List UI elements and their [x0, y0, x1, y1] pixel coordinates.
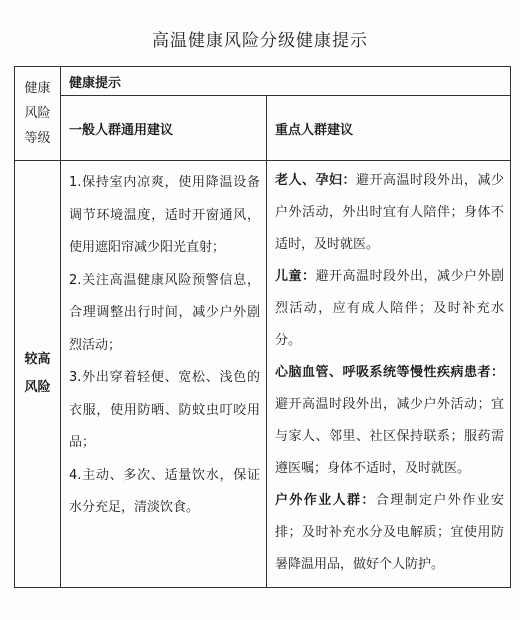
key-advice-text: 合理制定户外作业安排；及时补充水分及电解质；宜使用防暑降温用品，做好个人防护。 [275, 493, 505, 572]
key-advice-text: 避开高温时段外出，减少户外活动，外出时宜有人陪伴；身体不适时，及时就医。 [275, 173, 505, 252]
key-advice-group: 心脑血管、呼吸系统等慢性疾病患者： [275, 365, 505, 380]
header-risk-level [15, 67, 61, 161]
key-advice-group: 户外作业人群： [275, 493, 376, 508]
header-risk-level-line: 风险 [24, 106, 51, 121]
general-advice-item: 4.主动、多次、适量饮水，保证水分充足，清淡饮食。 [69, 467, 260, 515]
table-subheader-row [15, 96, 511, 161]
header-risk-level-line: 等级 [24, 131, 51, 146]
key-advice-item [275, 165, 504, 261]
general-advice-item: 2.关注高温健康风险预警信息，合理调整出行时间，减少户外剧烈活动； [69, 272, 260, 353]
general-advice-item: 1.保持室内凉爽，使用降温设备调节环境温度，适时开窗通风，使用遮阳帘减少阳光直射； [69, 175, 260, 255]
risk-table [14, 66, 511, 588]
key-advice-cell [267, 161, 511, 588]
header-general-advice: 一般人群通用建议 [61, 96, 267, 161]
key-advice-group: 老人、孕妇： [275, 173, 356, 188]
risk-level-line: 较高 [24, 352, 51, 367]
table-header-row [15, 67, 511, 96]
key-advice-text: 避开高温时段外出，减少户外活动；宜与家人、邻里、社区保持联系；服药需遵医嘱；身体不适时，及时就医。 [275, 397, 505, 476]
general-advice-item: 3.外出穿着轻便、宽松、浅色的衣服，使用防晒、防蚊虫叮咬用品； [69, 370, 260, 450]
table-row [15, 161, 511, 588]
risk-level-line: 风险 [24, 380, 51, 395]
key-advice-item [275, 357, 504, 485]
header-health-tips: 健康提示 [61, 67, 511, 96]
header-key-advice: 重点人群建议 [267, 96, 511, 161]
key-advice-item [275, 485, 504, 581]
document-title: 高温健康风险分级健康提示 [152, 31, 368, 51]
key-advice-group: 儿童： [275, 269, 316, 284]
key-advice-text: 避开高温时段外出，减少户外剧烈活动，应有成人陪伴；及时补充水分。 [275, 269, 505, 348]
general-advice-cell [61, 161, 267, 588]
key-advice-item [275, 261, 504, 357]
header-risk-level-line: 健康 [24, 81, 51, 96]
risk-level-cell [15, 161, 61, 588]
